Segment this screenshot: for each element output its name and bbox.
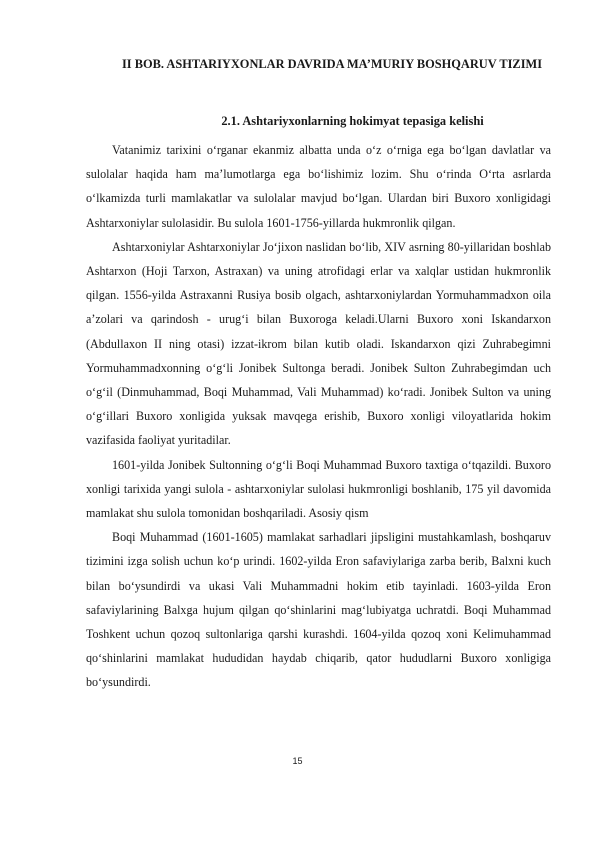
paragraph: Vatanimiz tarixini o‘rganar ekanmiz albatta unda o‘z o‘rniga ega bo‘lgan davlatlar va sulolalar haqida ham ma’lumotlarga ega bo‘lishimiz lozim. Shu o‘rinda O‘rta asrlarda o‘lkamizda turli mamlakatlar va sulolalar mavjud bo‘lgan. Ulardan biri Buxoro xonligidagi Ashtarxoniylar sulolasidir. Bu sulola 1601-1756-yillarda hukmronlik qilgan. [86, 143, 551, 230]
page-number: 15 [292, 756, 303, 766]
section-title: 2.1. Ashtariyxonlarning hokimyat tepasiga kelishi [221, 114, 484, 128]
paragraph: Boqi Muhammad (1601-1605) mamlakat sarhadlari jipsligini mustahkamlash, boshqaruv tizimini izga solish uchun ko‘p urindi. 1602-yilda Eron safaviylariga zarba berib, Balxni kuch bilan bo‘ysundirdi va ukasi Vali Muhammadni hokim etib tayinladi. 1603-yilda Eron safaviylarining Balxga hujum qilgan qo‘shinlarini mag‘lubiyatga uchratdi. Boqi Muhammad Toshkent uchun qozoq sultonlariga qarshi kurashdi. 1604-yilda qozoq xoni Kelimuhammad qo‘shinlarini mamlakat hududidan haydab chiqarib, qator hududlarni Buxoro xonligiga bo‘ysundirdi. [86, 530, 551, 690]
chapter-title: II BOB. ASHTARIYXONLAR DAVRIDA MA’MURIY BOSHQARUV TIZIMI [121, 57, 543, 71]
paragraph: 1601-yilda Jonibek Sultonning o‘g‘li Boqi Muhammad Buxoro taxtiga o‘tqazildi. Buxoro xonligi tarixida yangi sulola - ashtarxoniylar sulolasi hukmronligi boshlanib, 175 yil davomida mamlakat shu sulola tomonidan boshqariladi. Asosiy qism [86, 457, 551, 521]
paragraph: Ashtarxoniylar Ashtarxoniylar Jo‘jixon naslidan bo‘lib, XIV asrning 80-yillaridan boshlab Ashtarxon (Hoji Tarxon, Astraxan) va uning atrofidagi erlar va xalqlar ustidan hukmronlik qilgan. 1556-yilda Astraxanni Rusiya bosib olgach, ashtarxoniylardan Yormuhammadxon oila a’zolari va qarindosh - urug‘i bilan Buxoroga keladi.Ularni Buxoro xoni Iskandarxon (Abdullaxon II ning otasi) izzat-ikrom bilan kutib oladi. Iskandarxon qizi Zuhrabegimni Yormuhammadxonning o‘g‘li Jonibek Sultonga beradi. Jonibek Sulton Zuhrabegimdan uch o‘g‘il (Dinmuhammad, Boqi Muhammad, Vali Muhammad) ko‘radi. Jonibek Sulton va uning o‘g‘illari Buxoro xonligida yuksak mavqega erishib, Buxoro xonligi viloyatlarida hokim vazifasida faoliyat yuritadilar. [86, 239, 551, 448]
body-text [86, 138, 551, 695]
